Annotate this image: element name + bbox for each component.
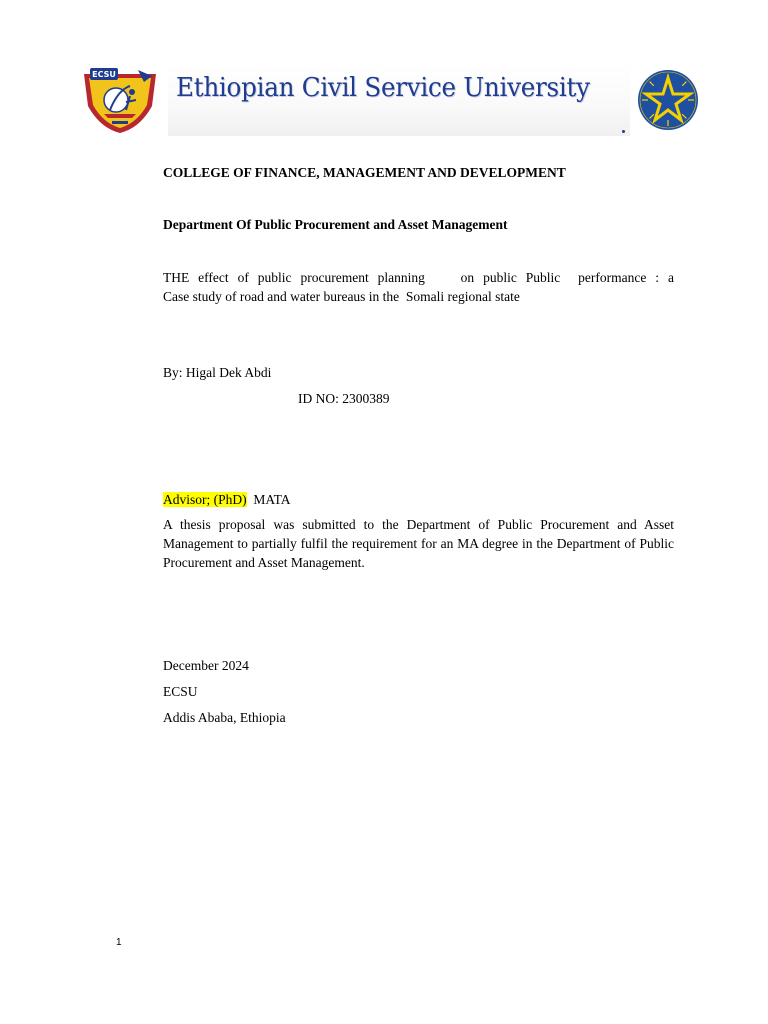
advisor-label: Advisor; (PhD) xyxy=(163,492,247,507)
svg-text:ECSU: ECSU xyxy=(92,70,116,79)
college-heading: COLLEGE OF FINANCE, MANAGEMENT AND DEVELOPMENT xyxy=(163,165,566,180)
submission-date: December 2024 xyxy=(163,658,249,673)
thesis-title-line-1: THE effect of public procurement planning on public Public performance : a xyxy=(163,270,674,285)
university-name: Ethiopian Civil Service University xyxy=(176,72,590,103)
national-emblem-logo xyxy=(637,69,699,131)
location: Addis Ababa, Ethiopia xyxy=(163,710,286,725)
student-id: ID NO: 2300389 xyxy=(298,391,390,406)
author-name: By: Higal Dek Abdi xyxy=(163,365,272,380)
thesis-statement: A thesis proposal was submitted to the Department of Public Procurement and Asset Management to partially fulfil the requirement for an MA degree in the Department of Public Procurement and Asset Management. xyxy=(163,517,674,570)
department-heading: Department Of Public Procurement and Asset Management xyxy=(163,217,508,232)
advisor-name: MATA xyxy=(253,492,291,507)
thesis-title-line-2: Case study of road and water bureaus in the Somali regional state xyxy=(163,289,520,304)
advisor-line xyxy=(163,490,291,509)
ecsu-crest-logo xyxy=(80,66,160,134)
institution-abbr: ECSU xyxy=(163,684,198,699)
page-number: 1 xyxy=(116,937,122,948)
banner-dot xyxy=(622,130,625,133)
university-banner xyxy=(168,64,630,136)
